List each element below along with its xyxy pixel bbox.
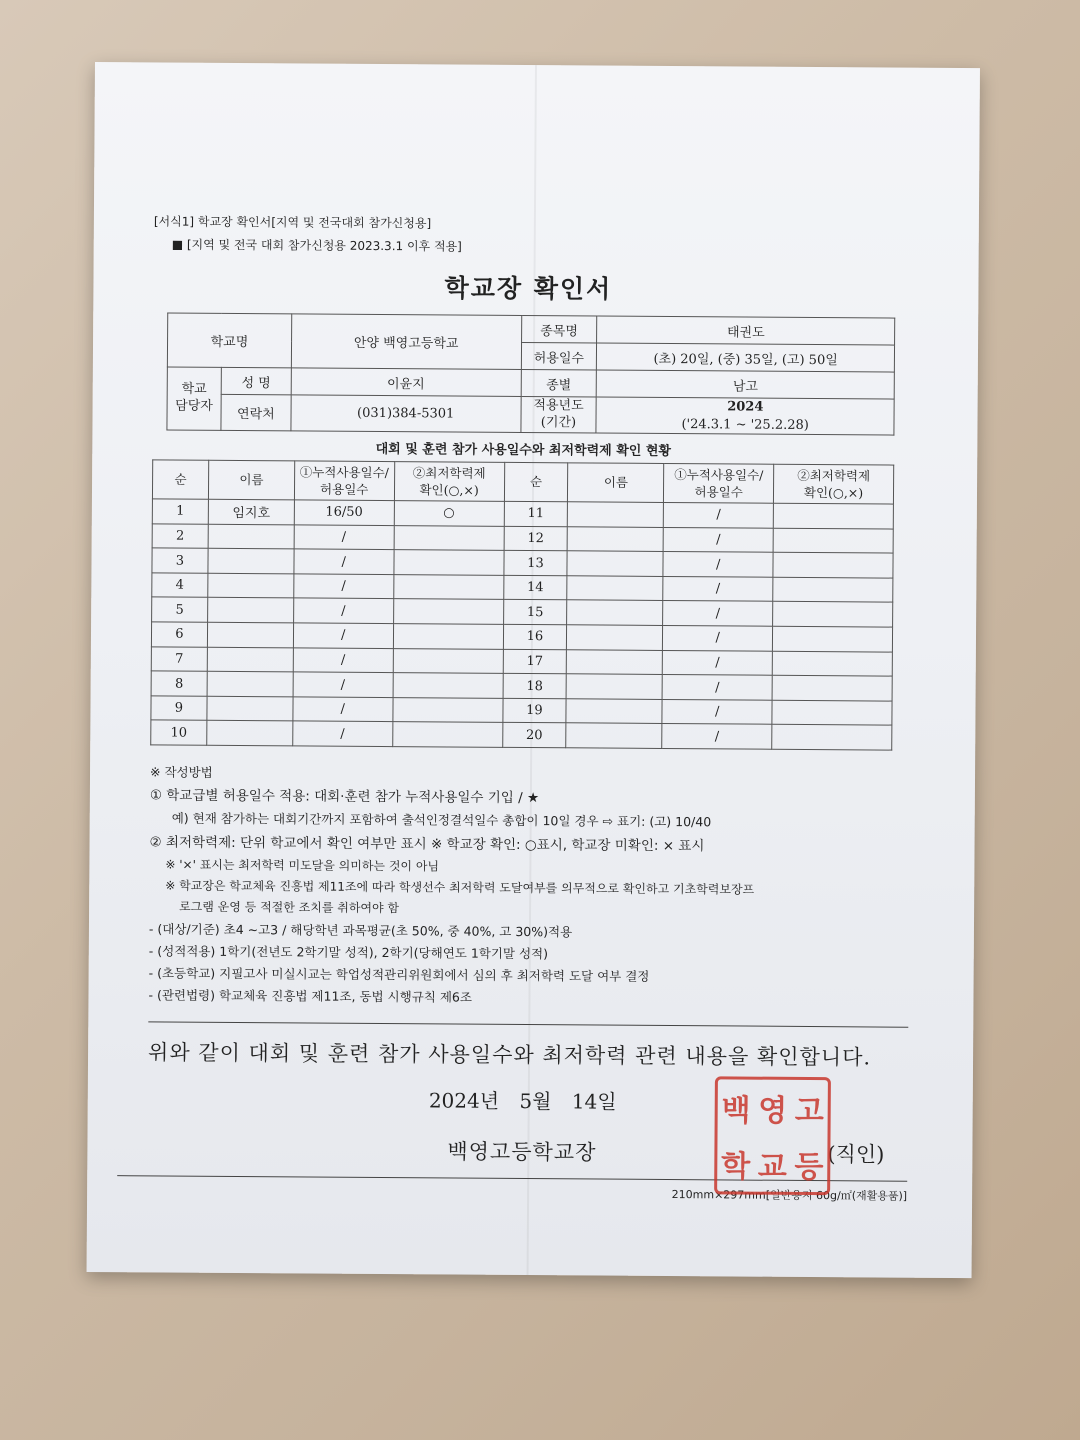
- header-name-left: 이름: [208, 460, 294, 500]
- roster-name-cell: [568, 502, 664, 527]
- roster-name-cell: [567, 625, 663, 650]
- notes-heading: ※ 작성방법: [149, 764, 213, 780]
- roster-name-cell: [207, 696, 293, 721]
- roster-seq-cell: 6: [151, 622, 207, 647]
- paper-info: 210mm×297mm[일반용지 60g/㎡(재활용품)]: [671, 1188, 908, 1203]
- note-d4: - (관련법령) 학교체육 진흥법 제11조, 동법 시행규칙 제6조: [148, 987, 473, 1006]
- roster-check-cell: [772, 651, 892, 676]
- section-title: 대회 및 훈련 참가 사용일수와 최저학력제 확인 현황: [375, 442, 672, 460]
- header-days-right: ①누적사용일수/ 허용일수: [664, 464, 774, 504]
- roster-check-cell: ○: [394, 501, 504, 526]
- seal-char: 고: [794, 1093, 824, 1130]
- roster-seq-cell: 16: [503, 624, 567, 649]
- document-content: [147, 212, 908, 1203]
- roster-check-cell: [773, 503, 893, 528]
- roster-check-cell: [393, 697, 503, 722]
- roster-name-cell: [567, 576, 663, 601]
- roster-days-cell: /: [663, 650, 773, 675]
- roster-days-cell: /: [294, 525, 394, 550]
- roster-seq-cell: 14: [503, 575, 567, 600]
- roster-seq-cell: 13: [503, 551, 567, 576]
- roster-seq-cell: 19: [502, 698, 566, 723]
- roster-name-cell: [566, 674, 662, 699]
- contact-value: (031)384-5301: [291, 395, 521, 433]
- note-2a: ※ '×' 표시는 최저학력 미도달을 의미하는 것이 아님: [165, 857, 440, 873]
- roster-check-cell: [393, 648, 503, 673]
- roster-seq-cell: 15: [503, 600, 567, 625]
- seal-char: 백: [721, 1093, 751, 1129]
- allowed-value: (초) 20일, (중) 35일, (고) 50일: [597, 343, 895, 372]
- roster-days-cell: /: [293, 648, 393, 673]
- form-header-line1: [서식1] 학교장 확인서[지역 및 전국대회 참가신청용]: [153, 214, 432, 231]
- header-days-left: ①누적사용일수/ 허용일수: [294, 461, 394, 501]
- roster-days-cell: /: [293, 623, 393, 648]
- roster-days-cell: /: [293, 598, 393, 623]
- roster-days-cell: /: [663, 576, 773, 601]
- header-seq-right: 순: [504, 462, 568, 501]
- sport-value: 태권도: [597, 316, 895, 345]
- contact-label: 연락처: [221, 394, 291, 431]
- official-seal: [714, 1076, 831, 1195]
- roster-name-cell: [208, 524, 294, 549]
- note-2b: ※ 학교장은 학교체육 진흥법 제11조에 따라 학생선수 최저학력 도달여부를 의무적으로 확인하고 기초학력보장프: [165, 878, 755, 897]
- roster-days-cell: /: [663, 527, 773, 552]
- roster-seq-cell: 3: [152, 548, 208, 573]
- roster-days-cell: 16/50: [294, 500, 394, 525]
- seal-char: 교: [757, 1149, 787, 1185]
- note-d1: - (대상/기준) 초4 ~고3 / 해당학년 과목평균(초 50%, 중 40%, 고 30%)적용: [148, 921, 573, 939]
- issue-date: 2024년 5월 14일: [428, 1088, 617, 1114]
- roster-name-cell: [207, 647, 293, 672]
- roster-check-cell: [773, 602, 893, 627]
- roster-check-cell: [393, 624, 503, 649]
- roster-days-cell: /: [662, 675, 772, 700]
- roster-name-cell: [208, 598, 294, 623]
- roster-name-cell: [568, 526, 664, 551]
- roster-days-cell: /: [663, 626, 773, 651]
- roster-check-cell: [393, 599, 503, 624]
- note-1: ① 학교급별 허용일수 적용: 대회·훈련 참가 누적사용일수 기입 / ★: [149, 787, 540, 807]
- roster-check-cell: [772, 626, 892, 651]
- note-2: ② 최저학력제: 단위 학교에서 확인 여부만 표시 ※ 학교장 확인: ○표시, 학교장 미확인: × 표시: [149, 833, 705, 854]
- gender-label: 종별: [521, 369, 597, 397]
- roster-seq-cell: 9: [151, 696, 207, 721]
- roster-seq-cell: 12: [504, 526, 568, 551]
- roster-name-cell: [207, 622, 293, 647]
- form-header-line2: ■ [지역 및 전국 대회 참가신청용 2023.3.1 이후 적용]: [171, 237, 462, 254]
- note-d2: - (성적적용) 1학기(전년도 2학기말 성적), 2학기(당해연도 1학기말 성적): [148, 943, 549, 962]
- roster-days-cell: /: [664, 503, 774, 528]
- school-label: 학교명: [167, 313, 291, 368]
- roster-days-cell: /: [293, 697, 393, 722]
- confirm-text: 위와 같이 대회 및 훈련 참가 사용일수와 최저학력 관련 내용을 확인합니다.: [148, 1040, 872, 1070]
- document-title: 학교장 확인서: [444, 273, 613, 304]
- roster-check-cell: [773, 528, 893, 553]
- roster-name-cell: [566, 723, 662, 748]
- roster-name-cell: [566, 699, 662, 724]
- roster-name-cell: [567, 649, 663, 674]
- year-value: 2024: [727, 399, 764, 415]
- header-check-left: ②최저학력제 확인(○,×): [394, 462, 504, 502]
- note-d3: - (초등학교) 지필고사 미실시교는 학업성적관리위원회에서 심의 후 최저학력 도달 여부 결정: [148, 965, 650, 985]
- roster-name-cell: [208, 573, 294, 598]
- roster-days-cell: /: [662, 699, 772, 724]
- roster-seq-cell: 17: [503, 649, 567, 674]
- seal-char: 영: [758, 1093, 788, 1129]
- roster-seq-cell: 5: [152, 597, 208, 622]
- header-name-right: 이름: [568, 463, 664, 503]
- seal-tag: (직인): [827, 1142, 885, 1167]
- info-table: [166, 313, 895, 436]
- roster-check-cell: [772, 700, 892, 725]
- roster-check-cell: [393, 673, 503, 698]
- roster-check-cell: [392, 722, 502, 747]
- roster-days-cell: /: [294, 574, 394, 599]
- roster-seq-cell: 4: [152, 573, 208, 598]
- school-value: 안양 백영고등학교: [291, 314, 521, 370]
- signer-name: 백영고등학교장: [447, 1139, 597, 1165]
- roster-seq-cell: 7: [151, 647, 207, 672]
- roster-check-cell: [394, 525, 504, 550]
- note-1-example: 예) 현재 참가하는 대회기간까지 포함하여 출석인정결석일수 총합이 10일 경우 ⇨ 표기: (고) 10/40: [171, 810, 712, 830]
- gender-value: 남고: [597, 370, 895, 399]
- roster-days-cell: /: [293, 721, 393, 746]
- seal-char: 학: [721, 1149, 751, 1185]
- roster-days-cell: /: [294, 549, 394, 574]
- roster-seq-cell: 10: [151, 720, 207, 745]
- roster-seq-cell: 2: [152, 524, 208, 549]
- seal-char: 등: [794, 1149, 824, 1186]
- roster-name-cell: [207, 721, 293, 746]
- year-period: ('24.3.1 ~ '25.2.28): [681, 416, 809, 433]
- sport-label: 종목명: [521, 315, 597, 343]
- roster-days-cell: /: [663, 601, 773, 626]
- roster-check-cell: [772, 725, 892, 750]
- roster-check-cell: [772, 675, 892, 700]
- allowed-label: 허용일수: [521, 342, 597, 370]
- roster-seq-cell: 20: [502, 723, 566, 748]
- roster-name-cell: [208, 549, 294, 574]
- roster-check-cell: [773, 553, 893, 578]
- name-label: 성 명: [221, 367, 291, 394]
- roster-check-cell: [394, 550, 504, 575]
- year-cell: [596, 397, 894, 435]
- roster-name-cell: 임지호: [208, 499, 294, 524]
- name-value: 이윤지: [291, 368, 521, 397]
- roster-seq-cell: 11: [504, 501, 568, 526]
- roster-seq-cell: 18: [503, 674, 567, 699]
- roster-days-cell: /: [662, 724, 772, 749]
- note-2b-cont: 로그램 운영 등 적절한 조치를 취하여야 함: [179, 899, 400, 916]
- roster-name-cell: [207, 672, 293, 697]
- roster-seq-cell: 1: [152, 499, 208, 524]
- roster-check-cell: [393, 574, 503, 599]
- roster-check-cell: [773, 577, 893, 602]
- roster-name-cell: [567, 600, 663, 625]
- divider: [148, 1021, 908, 1027]
- roster-days-cell: /: [663, 552, 773, 577]
- manager-label: 학교 담당자: [167, 367, 221, 430]
- header-seq-left: 순: [152, 460, 208, 499]
- header-check-right: ②최저학력제 확인(○,×): [774, 464, 894, 504]
- roster-days-cell: /: [293, 672, 393, 697]
- year-label: 적용년도 (기간): [520, 396, 596, 433]
- document-paper: [87, 62, 980, 1278]
- notes-section: [148, 761, 900, 1012]
- table-row: [151, 720, 892, 750]
- roster-name-cell: [567, 551, 663, 576]
- roster-seq-cell: 8: [151, 671, 207, 696]
- roster-table: [150, 460, 894, 751]
